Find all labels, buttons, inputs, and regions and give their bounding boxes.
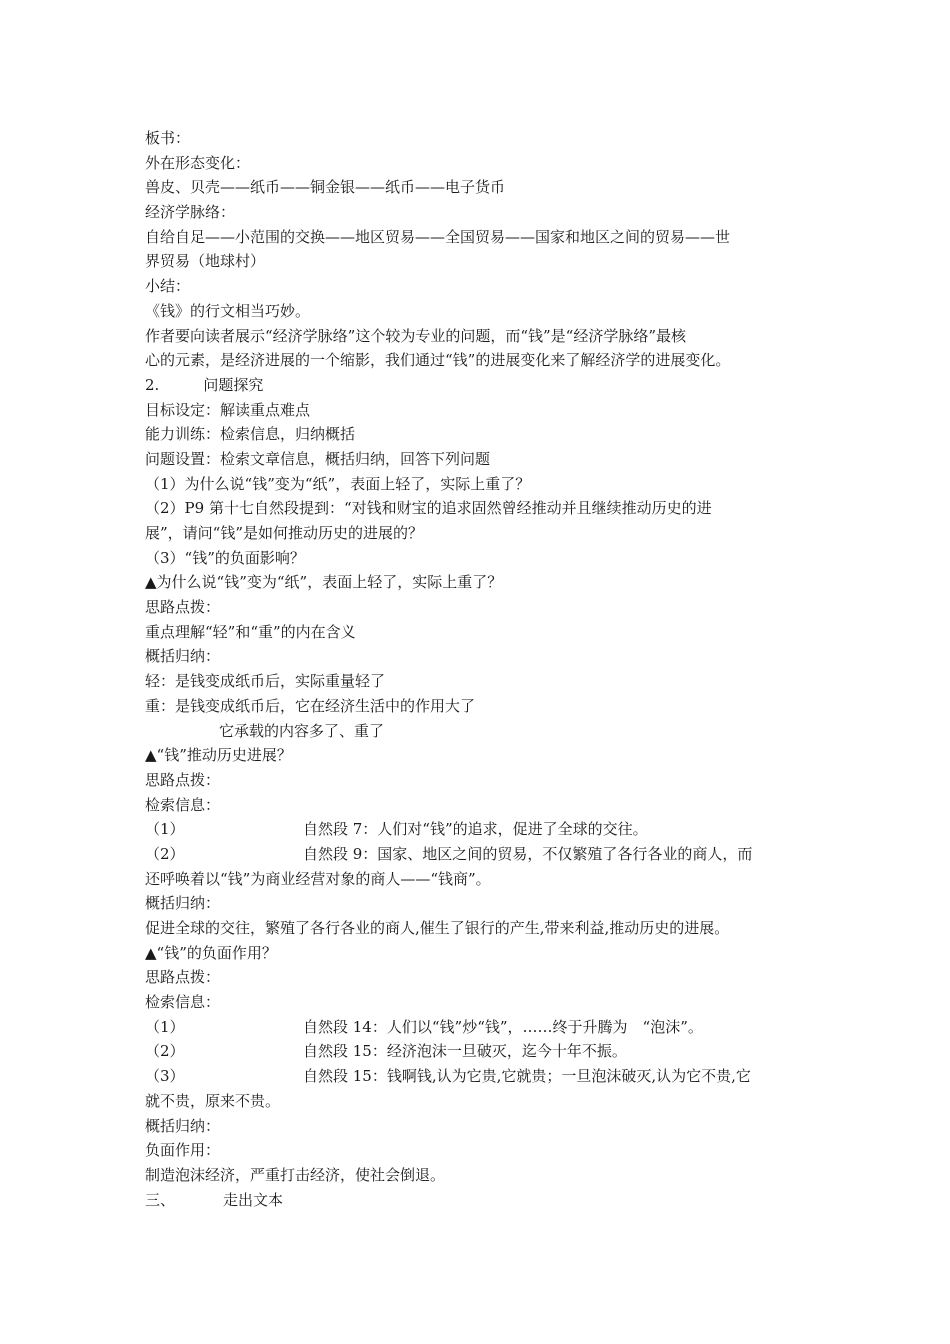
- text-line: 小结：: [145, 277, 191, 296]
- item-text: 自然段 15：钱啊钱,认为它贵,它就贵；一旦泡沫破灭,认为它不贵,它: [303, 1067, 751, 1086]
- text-line: 概括归纳：: [145, 1116, 221, 1135]
- section-title: 走出文本: [223, 1190, 284, 1209]
- item-number: （1）: [145, 820, 185, 839]
- text-line: 经济学脉络：: [145, 203, 236, 222]
- list-item: [145, 1015, 815, 1040]
- text-line: 外在形态变化：: [145, 153, 251, 172]
- text-line: 《钱》的行文相当巧妙。: [145, 301, 311, 320]
- text-line: 就不贵，原来不贵。: [145, 1091, 281, 1110]
- text-line: （1）为什么说“钱”变为“纸”，表面上轻了，实际上重了？: [145, 474, 531, 493]
- text-line: 重：是钱变成纸币后，它在经济生活中的作用大了: [145, 696, 476, 715]
- item-text: 自然段 9：国家、地区之间的贸易，不仅繁殖了各行各业的商人，而: [303, 844, 753, 863]
- text-line: 兽皮、贝壳——纸币——铜金银——纸币——电子货币: [145, 178, 506, 197]
- text-line: ▲“钱”的负面作用？: [145, 943, 277, 962]
- list-item: [145, 1039, 815, 1064]
- list-item: [145, 817, 815, 842]
- item-text: 自然段 14：人们以“钱”炒“钱”，……终于升腾为 “泡沫”。: [303, 1017, 703, 1036]
- section-number: 三、: [145, 1190, 176, 1209]
- text-line: （2）P9 第十七自然段提到：“对钱和财宝的追求固然曾经推动并且继续推动历史的进: [145, 499, 712, 518]
- document-body: [145, 126, 815, 1212]
- section-heading-3: [145, 1188, 815, 1213]
- text-line: 轻：是钱变成纸币后，实际重量轻了: [145, 672, 386, 691]
- text-line: 心的元素，是经济进展的一个缩影，我们通过“钱”的进展变化来了解经济学的进展变化。: [145, 351, 731, 370]
- text-line: 思路点拨：: [145, 770, 221, 789]
- item-number: （2）: [145, 844, 185, 863]
- text-line: 思路点拨：: [145, 598, 221, 617]
- text-line: 促进全球的交往，繁殖了各行各业的商人,催生了银行的产生,带来利益,推动历史的进展。: [145, 919, 730, 937]
- text-line: 板书：: [145, 129, 191, 147]
- text-line: 检索信息：: [145, 795, 221, 814]
- item-number: （2）: [145, 1042, 185, 1061]
- text-line: 问题设置：检索文章信息，概括归纳，回答下列问题: [145, 449, 491, 468]
- text-line: 概括归纳：: [145, 894, 221, 913]
- text-line: ▲“钱”推动历史进展？: [145, 746, 292, 765]
- text-line: 自给自足——小范围的交换——地区贸易——全国贸易——国家和地区之间的贸易——世: [145, 227, 731, 246]
- text-line: 能力训练：检索信息，归纳概括: [145, 425, 356, 444]
- text-line: 展”，请问“钱”是如何推动历史的进展的？: [145, 524, 424, 542]
- item-text: 自然段 7：人们对“钱”的追求，促进了全球的交往。: [303, 820, 648, 839]
- section-title: 问题探究: [203, 375, 264, 394]
- text-line: 作者要向读者展示“经济学脉络”这个较为专业的问题，而“钱”是“经济学脉络”最核: [145, 326, 687, 345]
- text-line: 制造泡沫经济，严重打击经济，使社会倒退。: [145, 1165, 446, 1184]
- text-line: 概括归纳：: [145, 647, 221, 666]
- text-line: （3）“钱”的负面影响？: [145, 548, 305, 567]
- list-item: [145, 1064, 815, 1089]
- indented-line: 它承载的内容多了、重了: [219, 721, 385, 740]
- text-line: 负面作用：: [145, 1141, 221, 1160]
- item-text: 自然段 15：经济泡沫一旦破灭，迄今十年不振。: [303, 1042, 627, 1061]
- list-item: [145, 842, 815, 867]
- text-line: 界贸易（地球村）: [145, 252, 266, 271]
- text-line: 思路点拨：: [145, 968, 221, 987]
- item-number: （3）: [145, 1067, 185, 1086]
- text-line: 检索信息：: [145, 993, 221, 1012]
- item-number: （1）: [145, 1017, 185, 1036]
- text-line: 重点理解“轻”和“重”的内在含义: [145, 622, 356, 641]
- text-line: 目标设定：解读重点难点: [145, 400, 311, 419]
- text-line: ▲为什么说“钱”变为“纸”，表面上轻了，实际上重了？: [145, 573, 503, 592]
- text-line: 还呼唤着以“钱”为商业经营对象的商人——“钱商”。: [145, 869, 491, 888]
- section-heading-2: [145, 373, 815, 398]
- section-number: 2.: [145, 375, 160, 394]
